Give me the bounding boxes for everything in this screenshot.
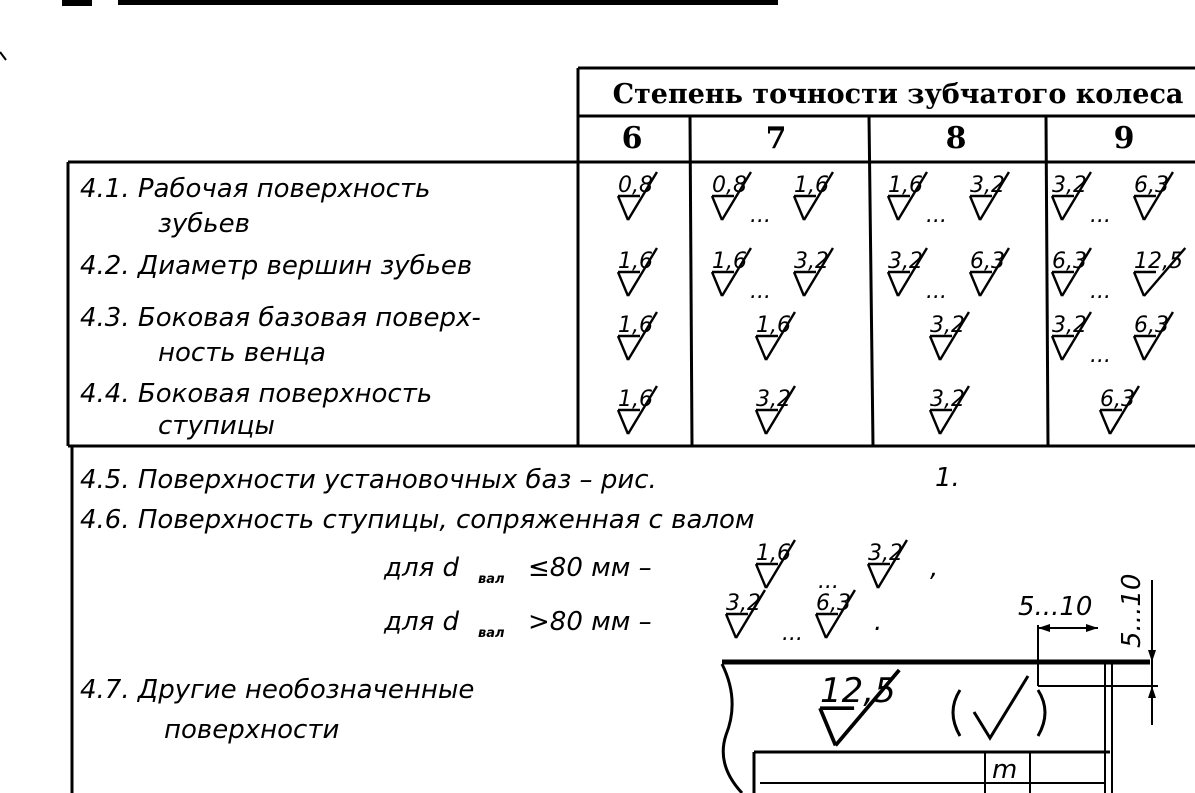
row-4-1-label: 4.1. Рабочая поверхность [80, 174, 431, 204]
dimension-horizontal: 5...10 [1018, 592, 1093, 622]
part-sketch [722, 580, 1158, 793]
precision-degree-title: Степень точности зубчатого колеса [612, 79, 1184, 110]
roughness-value: 1,6 [756, 541, 791, 566]
roughness-value: 3,2 [930, 387, 965, 412]
roughness-mark [888, 172, 927, 220]
roughness-mark [930, 312, 969, 360]
degree-6-header: 6 [621, 121, 643, 156]
item-4-6a-sub: вал [478, 572, 505, 587]
roughness-mark [1134, 248, 1185, 296]
roughness-value: 3,2 [888, 249, 923, 274]
roughness-mark [618, 248, 657, 296]
roughness-mark [756, 540, 795, 588]
range-ellipsis: ... [1090, 203, 1111, 228]
roughness-value: 6,3 [1052, 249, 1087, 274]
roughness-mark [712, 248, 751, 296]
range-ellipsis: ... [818, 569, 839, 594]
roughness-mark [816, 590, 855, 638]
item-4-5-text: 4.5. Поверхности установочных баз – рис. [80, 465, 657, 495]
degree-9-header: 9 [1113, 121, 1135, 156]
item-4-7-text: 4.7. Другие необозначенные [80, 675, 475, 705]
roughness-mark [756, 386, 795, 434]
roughness-value: 0,8 [712, 173, 747, 198]
roughness-mark [726, 590, 765, 638]
range-ellipsis: ... [926, 279, 947, 304]
roughness-value: 6,3 [970, 249, 1005, 274]
row-4-3-label: 4.3. Боковая базовая поверх- [80, 303, 481, 333]
top-heading-fragment [62, 0, 92, 6]
item-4-6-text: 4.6. Поверхность ступицы, сопряженная с валом [80, 505, 755, 535]
roughness-value: 1,6 [756, 313, 791, 338]
top-heading-fragment [118, 0, 778, 5]
roughness-mark [712, 172, 751, 220]
item-4-6b-sub: вал [478, 626, 505, 641]
roughness-mark [1052, 248, 1091, 296]
range-ellipsis: ... [926, 203, 947, 228]
row-4-4-label-cont: ступицы [158, 411, 275, 441]
degree-8-header: 8 [945, 121, 967, 156]
roughness-value: 3,2 [970, 173, 1005, 198]
degree-7-header: 7 [765, 121, 787, 156]
range-ellipsis: ... [1090, 279, 1111, 304]
roughness-mark [1134, 172, 1173, 220]
item-4-6a-end: , [930, 553, 939, 583]
roughness-mark [1100, 386, 1139, 434]
module-label: m [992, 755, 1018, 785]
roughness-value: 3,2 [726, 591, 761, 616]
item-4-6a-cond: ≤80 мм – [528, 553, 652, 583]
roughness-value: 6,3 [816, 591, 851, 616]
margin-mark [0, 52, 6, 60]
roughness-value: 3,2 [930, 313, 965, 338]
roughness-mark [930, 386, 969, 434]
roughness-value: 3,2 [756, 387, 791, 412]
roughness-mark [820, 670, 899, 745]
roughness-mark [794, 248, 833, 296]
range-ellipsis: ... [750, 203, 771, 228]
row-4-1-label-cont: зубьев [158, 209, 250, 239]
roughness-mark [618, 386, 657, 434]
roughness-value: 3,2 [794, 249, 829, 274]
roughness-mark [868, 540, 907, 588]
roughness-value: 6,3 [1134, 173, 1169, 198]
roughness-value: 1,6 [618, 387, 653, 412]
roughness-cells [618, 172, 1185, 434]
row-4-4-label: 4.4. Боковая поверхность [80, 379, 433, 409]
item-4-6b-cond: >80 мм – [528, 607, 652, 637]
roughness-value: 3,2 [1052, 313, 1087, 338]
roughness-value: 1,6 [618, 249, 653, 274]
item-4-6a-prefix: для d [384, 553, 460, 583]
range-ellipsis: ... [750, 279, 771, 304]
roughness-mark [794, 172, 833, 220]
item-4-6b-prefix: для d [384, 607, 460, 637]
roughness-value: 0,8 [618, 173, 653, 198]
roughness-value: 12,5 [820, 671, 896, 711]
item-4-6b-end: . [874, 607, 883, 637]
roughness-mark [1134, 312, 1173, 360]
roughness-mark [970, 172, 1009, 220]
roughness-mark [618, 172, 657, 220]
roughness-value: 6,3 [1134, 313, 1169, 338]
roughness-mark [756, 312, 795, 360]
range-ellipsis: ... [1090, 343, 1111, 368]
roughness-value: 1,6 [712, 249, 747, 274]
roughness-value: 1,6 [888, 173, 923, 198]
roughness-mark-default [820, 670, 899, 745]
roughness-value: 1,6 [618, 313, 653, 338]
roughness-value: 1,6 [794, 173, 829, 198]
roughness-mark [1052, 312, 1091, 360]
item-4-7-text-cont: поверхности [164, 715, 340, 745]
roughness-value: 12,5 [1134, 249, 1183, 274]
row-4-3-label-cont: ность венца [158, 338, 326, 368]
roughness-mark [888, 248, 927, 296]
item-4-5-ref: 1. [935, 463, 960, 493]
dimension-vertical: 5...10 [1117, 573, 1147, 648]
row-4-2-label: 4.2. Диаметр вершин зубьев [80, 251, 473, 281]
roughness-value: 6,3 [1100, 387, 1135, 412]
roughness-mark [618, 312, 657, 360]
roughness-mark [1052, 172, 1091, 220]
roughness-mark [970, 248, 1009, 296]
range-ellipsis: ... [782, 621, 803, 646]
roughness-value: 3,2 [1052, 173, 1087, 198]
roughness-value: 3,2 [868, 541, 903, 566]
